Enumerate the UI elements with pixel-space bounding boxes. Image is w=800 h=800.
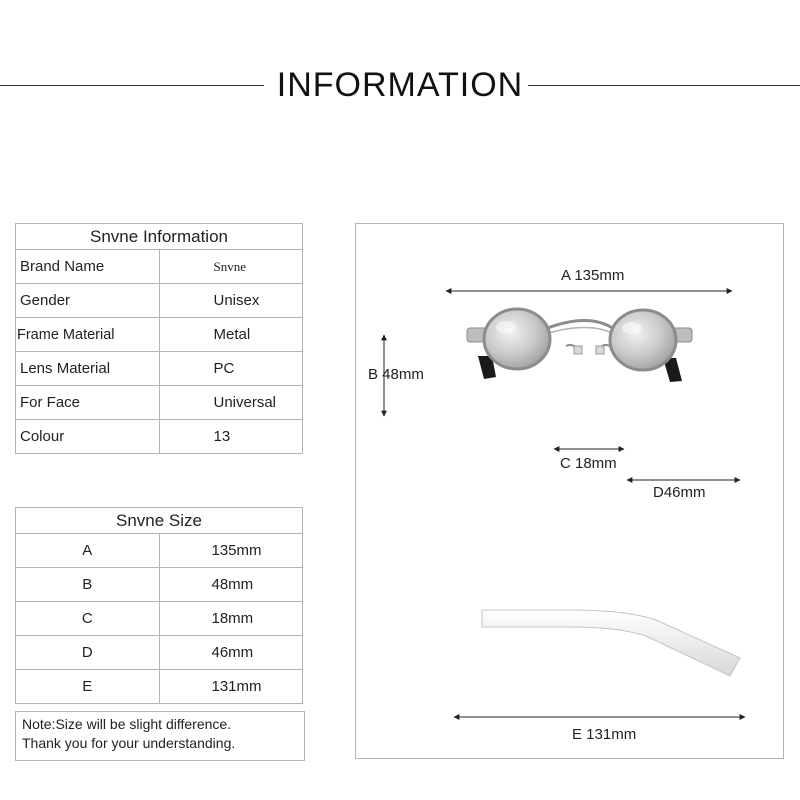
size-value: 18mm (159, 602, 303, 636)
dim-d-label: D46mm (653, 484, 706, 501)
table-row (16, 318, 303, 352)
dimension-diagram (355, 223, 784, 759)
size-label: D (16, 636, 160, 670)
table-row (16, 568, 303, 602)
diagram-drawing (356, 224, 783, 758)
size-label: A (16, 534, 160, 568)
info-value: PC (159, 352, 303, 386)
size-label: C (16, 602, 160, 636)
note-line-1: Note:Size will be slight difference. (22, 716, 232, 732)
table-row (16, 386, 303, 420)
size-value: 131mm (159, 670, 303, 704)
size-label: B (16, 568, 160, 602)
size-value: 135mm (159, 534, 303, 568)
size-table-title: Snvne Size (16, 508, 303, 534)
table-row (16, 420, 303, 454)
size-table (15, 507, 303, 704)
info-label: Gender (16, 284, 160, 318)
size-note (15, 711, 305, 761)
table-row (16, 250, 303, 284)
info-table-title: Snvne Information (16, 224, 303, 250)
info-label: Brand Name (16, 250, 160, 284)
table-row (16, 670, 303, 704)
info-label: Colour (16, 420, 160, 454)
dim-a-label: A 135mm (561, 267, 625, 284)
temple-side-image (482, 610, 740, 676)
info-value: Universal (159, 386, 303, 420)
table-row (16, 636, 303, 670)
info-value: Snvne (159, 250, 303, 284)
info-table (15, 223, 303, 454)
size-value: 46mm (159, 636, 303, 670)
info-label: Lens Material (16, 352, 160, 386)
dim-c-label: C 18mm (560, 455, 617, 472)
dim-b-label: B 48mm (368, 366, 424, 383)
dim-e-label: E 131mm (572, 726, 637, 743)
info-value: Unisex (159, 284, 303, 318)
size-label: E (16, 670, 160, 704)
sunglasses-front-image (467, 309, 692, 382)
table-row (16, 352, 303, 386)
info-value: 13 (159, 420, 303, 454)
header-line-right (528, 85, 800, 86)
table-row (16, 602, 303, 636)
info-value: Metal (159, 318, 303, 352)
table-row (16, 284, 303, 318)
page-title: INFORMATION (276, 66, 524, 104)
table-row (16, 534, 303, 568)
size-value: 48mm (159, 568, 303, 602)
note-line-2: Thank you for your understanding. (22, 735, 236, 751)
info-label: Frame Material (16, 318, 160, 352)
info-label: For Face (16, 386, 160, 420)
